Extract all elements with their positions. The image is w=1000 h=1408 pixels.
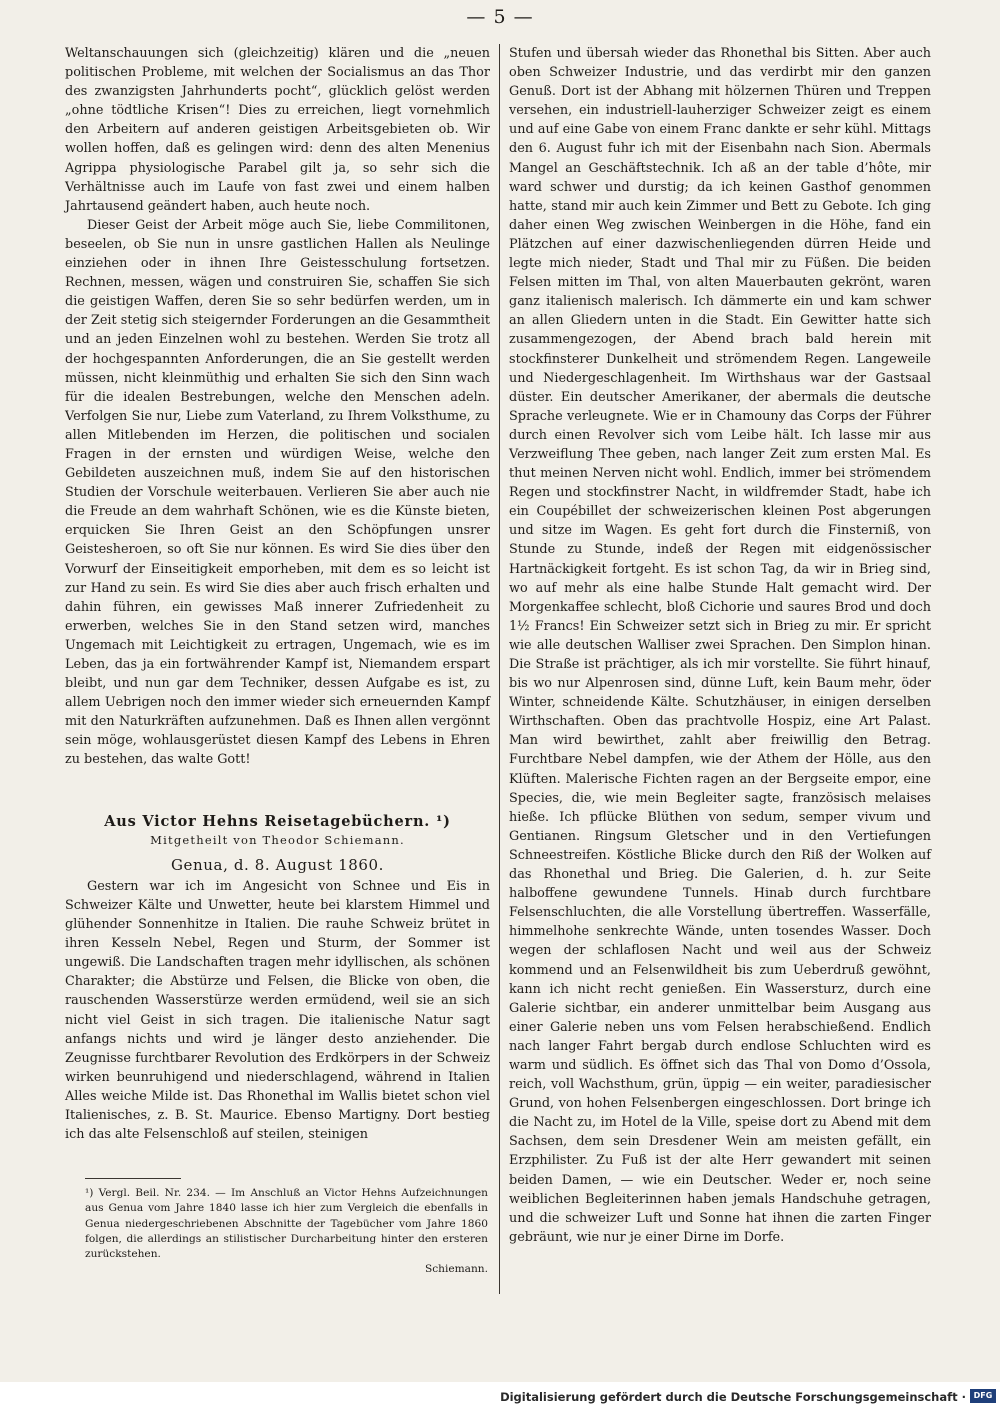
footnote-text: ¹) Vergl. Beil. Nr. 234. — Im Anschluß an Victor Hehns Aufzeichnungen aus Genua vom Jahre 1840 lasse ich hier zum Vergleich die ebenfalls in Genua niedergeschriebenen Abschnitte der Tagebücher vom Jahre 1860 folgen, die allerdings an stilistischer Durcharbeitung hinter den ersteren zurückstehen.: [85, 1187, 488, 1261]
dfg-logo-icon: DFG: [970, 1389, 996, 1403]
column-divider: [499, 44, 500, 1294]
speech-paragraph: Weltanschauungen sich (gleichzeitig) klären und die „neuen politischen Probleme, mit welchen der Socialismus an das Thor des zwanzigsten Jahrhunderts pocht“, glücklich gelöst werden „ohne tödtliche Krisen“! Dies zu erreichen, liegt vornehmlich den Arbeitern auf anderen geistigen Arbeitsgebieten ob. Wir wollen hoffen, daß es gelingen wird: denn des alten Menenius Agrippa physiologische Parabel gilt ja, so sehr sich die Verhältnisse auch im Laufe von fast zwei und einem halben Jahrtausend geändert haben, auch heute noch.: [65, 46, 490, 214]
left-column: [65, 44, 490, 1144]
footnote-divider: [85, 1178, 181, 1179]
footnote-signature: Schiemann.: [424, 1263, 488, 1276]
article-byline: Mitgetheilt von Theodor Schiemann.: [150, 832, 405, 847]
article-title: Aus Victor Hehns Reisetagebüchern. ¹): [104, 812, 451, 830]
footnote: [85, 1186, 488, 1278]
diary-dateline: Genua, d. 8. August 1860.: [170, 855, 385, 874]
funding-note: Digitalisierung gefördert durch die Deutsche Forschungsgemeinschaft ·: [500, 1390, 966, 1404]
diary-paragraph: Gestern war ich im Angesicht von Schnee und Eis in Schweizer Kälte und Unwetter, heute bei klarstem Himmel und glühender Sonnenhitze in Italien. Die rauhe Schweiz brütet in ihren Kesseln Nebel, Regen und Sturm, der Sommer ist ungewiß. Die Landschaften tragen mehr idyllischen, als schönen Charakter; die Abstürze und Felsen, die Blicke von oben, die rauschenden Wasserstürze werden ermüdend, weil sie an sich nicht viel Geist in sich tragen. Die italienische Natur sagt anfangs nichts und wird je länger desto anziehender. Die Zeugnisse furchtbarer Revolution des Erdkörpers in der Schweiz wirken beunruhigend und niederschlagend, während in Italien Alles weiche Milde ist. Das Rhonethal im Wallis bietet schon viel Italienisches, z. B. St. Maurice. Ebenso Martigny. Dort bestieg ich das alte Felsenschloß auf steilen, steinigen: [65, 878, 490, 1143]
speech-paragraph: Dieser Geist der Arbeit möge auch Sie, liebe Commilitonen, beseelen, ob Sie nun in unsre gastlichen Hallen als Neulinge einziehen oder in ihnen Ihre Geistesschulung fortsetzen. Rechnen, messen, wägen und construiren Sie, schaffen Sie sich die geistigen Waffen, deren Sie so sehr bedürfen werden, um in der Zeit stetig sich steigernder Forderungen an die Gesammtheit und an jeden Einzelnen wohl zu bestehen. Werden Sie trotz all der hochgespannten Anforderungen, die an Sie gestellt werden müssen, nicht kleinmüthig und erhalten Sie sich den Sinn wach für die idealen Bestrebungen, welche den Menschen adeln. Verfolgen Sie nur, Liebe zum Vaterland, zu Ihrem Volksthume, zu allen Mitlebenden im Herzen, die politischen und socialen Fragen in der ernsten und würdigen Weise, welche den Gebildeten auszeichnen muß, indem Sie auf den historischen Studien der Vorschule weiterbauen. Verlieren Sie aber auch nie die Freude an dem wahrhaft Schönen, wie es die Künste bieten, erquicken Sie Ihren Geist an den Schöpfungen unsrer Geistesheroen, so oft Sie nur können. Es wird Sie dies über den Vorwurf der Einseitigkeit emporheben, mit dem es so leicht ist zur Hand zu sein. Es wird Sie dies aber auch frisch erhalten und dahin führen, ein gewisses Maß innerer Zufriedenheit zu erwerben, welches Sie in den Stand setzen wird, manches Ungemach mit Leichtigkeit zu ertragen, Ungemach, wie es im Leben, das ja ein fortwährender Kampf ist, Niemandem erspart bleibt, und nun gar dem Techniker, dessen Aufgabe es ist, zu allem Uebrigen noch den immer wieder sich erneuernden Kampf mit den Naturkräften aufzunehmen. Daß es Ihnen allen vergönnt sein möge, wohlausgerüstet diesen Kampf des Lebens in Ehren zu bestehen, das walte Gott!: [65, 217, 490, 768]
diary-continuation: Stufen und übersah wieder das Rhonethal bis Sitten. Aber auch oben Schweizer Industrie, und das verdirbt mir den ganzen Genuß. Dort ist der Abhang mit hölzernen Thüren und Treppen versehen, ein industriell-lauherziger Schweizer zeigt es einem und auf eine Gabe von einem Franc dankte er sehr kühl. Mittags den 6. August fuhr ich mit der Eisenbahn nach Sion. Abermals Mangel an Geschäftstechnik. Ich aß an der table d’hôte, mir ward schwer und durstig; da ich keinen Gasthof genommen hatte, stand mir auch kein Zimmer und Bett zu Gebote. Ich ging daher einen Weg zwischen Weinbergen in die Höhe, fand ein Plätzchen auf einer dazwischenliegenden dürren Heide und legte mich nieder, Stadt und Thal mir zu Füßen. Die beiden Felsen mitten im Thal, von alten Mauerbauten gekrönt, waren ganz italienisch malerisch. Ich dämmerte ein und kam schwer an allen Gliedern unten in die Stadt. Ein Gewitter hatte sich zusammengezogen, der Abend brach bald herein mit stockfinsterer Dunkelheit und strömendem Regen. Langeweile und Niedergeschlagenheit. Im Wirthshaus war der Gastsaal düster. Ein deutscher Amerikaner, der abermals die deutsche Sprache verleugnete. Wie er in Chamouny das Corps der Führer durch einen Revolver sich vom Leibe hält. Ich lasse mir aus Verzweiflung Thee geben, nach langer Zeit zum ersten Mal. Es thut meinen Nerven nicht wohl. Endlich, immer bei strömendem Regen und stockfinstrer Nacht, in wildfremder Stadt, habe ich ein Coupébillet der schweizerischen kleinen Post abgerungen und sitze im Wagen. Es geht fort durch die Finsterniß, von Stunde zu Stunde, indeß der Regen mit eidgenössischer Hartnäckigkeit fortgeht. Es ist schon Tag, da wir in Brieg sind, wo auf mehr als eine halbe Stunde Halt gemacht wird. Der Morgenkaffee schlecht, bloß Cichorie und saures Brod und doch 1½ Francs! Ein Schweizer setzt sich in Brieg zu mir. Er spricht wie alle deutschen Walliser zwei Sprachen. Den Simplon hinan. Die Straße ist prächtiger, als ich mir vorstellte. Sie führt hinauf, bis wo nur Alpenrosen sind, dünne Luft, kein Baum mehr, öder Winter, schneidende Kälte. Schutzhäuser, in einigen derselben Wirthschaften. Oben das prachtvolle Hospiz, eine Art Palast. Man wird bewirthet, zahlt aber freiwillig den Betrag. Furchtbare Nebel dampfen, wie der Athem der Hölle, aus den Klüften. Malerische Fichten ragen an der Bergseite empor, eine Species, die, wie mein Begleiter sagte, französisch melaises hieße. Ich pflücke Blüthen von sedum, semper vivum und Gentianen. Ringsum Gletscher und in den Vertiefungen Schneestreifen. Köstliche Blicke durch den Riß der Wolken auf das Rhonethal und Brieg. Die Galerien, d. h. zur Seite halboffene gewundene Tunnels. Hinab durch furchtbare Felsenschluchten, die alle Vorstellung übertreffen. Wasserfälle, himmelhohe senkrechte Wände, unten tosendes Wasser. Doch wegen der schlaflosen Nacht und weil aus der Schweiz kommend und an Felsenwildheit bis zum Ueberdruß gewöhnt, kann ich nicht recht genießen. Ein Wassersturz, durch eine Galerie sichtbar, ein anderer unmittelbar beim Ausgang aus einer Galerie neben uns vom Felsen herabschießend. Endlich nach langer Fahrt bergab durch endlose Schluchten wird es warm und südlich. Es öffnet sich das Thal von Domo d’Ossola, reich, voll Wachsthum, grün, üppig — ein weiter, paradiesischer Grund, von hohen Felsenbergen eingeschlossen. Dort bringe ich die Nacht zu, im Hotel de la Ville, speise dort zu Abend mit dem Sachsen, dem sein Dresdener Wein am meisten gefällt, ein Erzphilister. Zu Fuß ist der alte Herr gewandert mit seinen beiden Damen, — wie ein Deutscher. Weder er, noch seine weiblichen Begleiterinnen haben jemals Handschuhe getragen, und die schweizer Luft und Sonne hat ihnen die zarten Finger gebräunt, wie nur je einer Dirne im Dorfe.: [509, 46, 931, 1245]
right-column: [509, 44, 931, 1247]
page-number: — 5 —: [466, 6, 534, 28]
